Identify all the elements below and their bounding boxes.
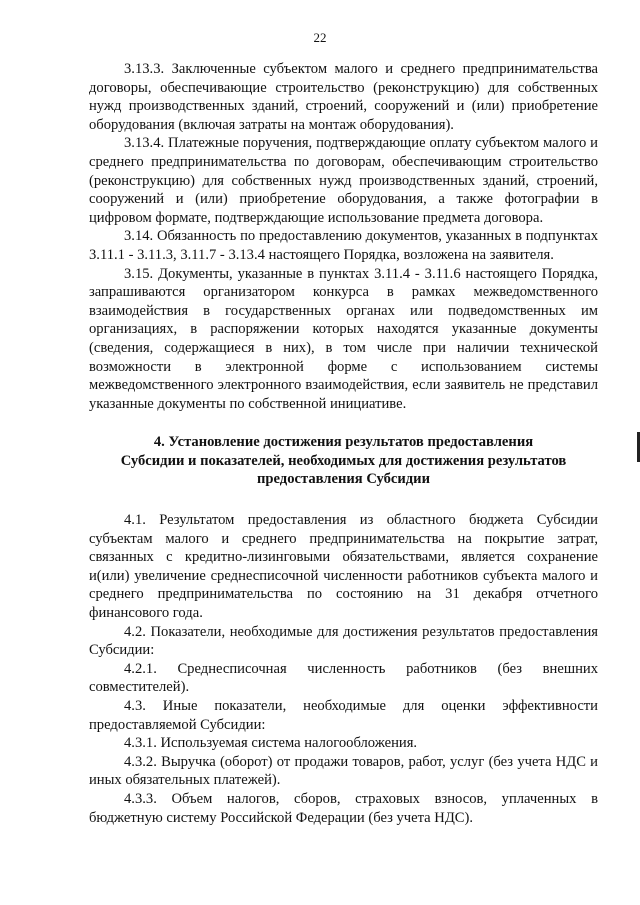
paragraph-3-13-3: 3.13.3. Заключенные субъектом малого и среднего предпринимательства договоры, обеспечивающие строительство (реконструкцию) для собственных нужд производственных зданий, строений, сооружений и (или) приобретение оборудования (включая затраты на монтаж оборудования). (89, 61, 598, 133)
section-heading-line-1: 4. Установление достижения результатов предоставления (153, 434, 534, 451)
paragraph-4-3: 4.3. Иные показатели, необходимые для оценки эффективности предоставляемой Субсидии: (89, 698, 598, 733)
section-4-heading (89, 433, 598, 489)
paragraph-3-15: 3.15. Документы, указанные в пунктах 3.11.4 - 3.11.6 настоящего Порядка, запрашиваются организатором конкурса в рамках межведомственного взаимодействия в государственных органах или подведомственных им организациях, в распоряжении которых находятся указанные документы (сведения, содержащиеся в них), в том числе при наличии технической возможности в электронной форме с использованием системы межведомственного электронного взаимодействия, если заявитель не представил указанные документы по собственной инициативе. (89, 265, 598, 412)
page-number: 22 (313, 30, 327, 45)
section-heading-line-2: Субсидии и показателей, необходимых для достижения результатов (120, 452, 567, 469)
paragraph-4-3-1: 4.3.1. Используемая система налогообложения. (124, 735, 418, 752)
paragraph-4-2: 4.2. Показатели, необходимые для достижения результатов предоставления Субсидии: (89, 623, 598, 659)
section-heading-line-3: предоставления Субсидии (257, 471, 430, 488)
paragraph-3-14: 3.14. Обязанность по предоставлению документов, указанных в подпунктах 3.11.1 - 3.11.3, 3.11.7 - 3.13.4 настоящего Порядка, возложена на заявителя. (89, 228, 598, 263)
paragraph-3-13-4: 3.13.4. Платежные поручения, подтверждающие оплату субъектом малого и среднего предпринимательства по договорам, обеспечивающим строительство (реконструкцию) для собственных нужд производственных зданий, строений, сооружений и (или) приобретение оборудования, а также фотографии в цифровом формате, подтверждающие использование предмета договора. (89, 135, 598, 226)
paragraph-4-3-3: 4.3.3. Объем налогов, сборов, страховых взносов, уплаченных в бюджетную систему Российской Федерации (без учета НДС). (89, 790, 598, 826)
paragraph-4-3-2: 4.3.2. Выручка (оборот) от продажи товаров, работ, услуг (без учета НДС и иных обязательных платежей). (89, 753, 598, 789)
document-body (89, 60, 598, 827)
paragraph-4-1: 4.1. Результатом предоставления из областного бюджета Субсидии субъектам малого и среднего предпринимательства на покрытие затрат, связанных с кредитно-лизинговыми обязательствами, является сохранение и(или) увеличение среднесписочной численности работников субъекта малого и среднего предпринимательства по состоянию на 31 декабря отчетного финансового года. (89, 512, 598, 622)
paragraph-4-2-1: 4.2.1. Среднесписочная численность работников (без внешних совместителей). (89, 660, 598, 696)
